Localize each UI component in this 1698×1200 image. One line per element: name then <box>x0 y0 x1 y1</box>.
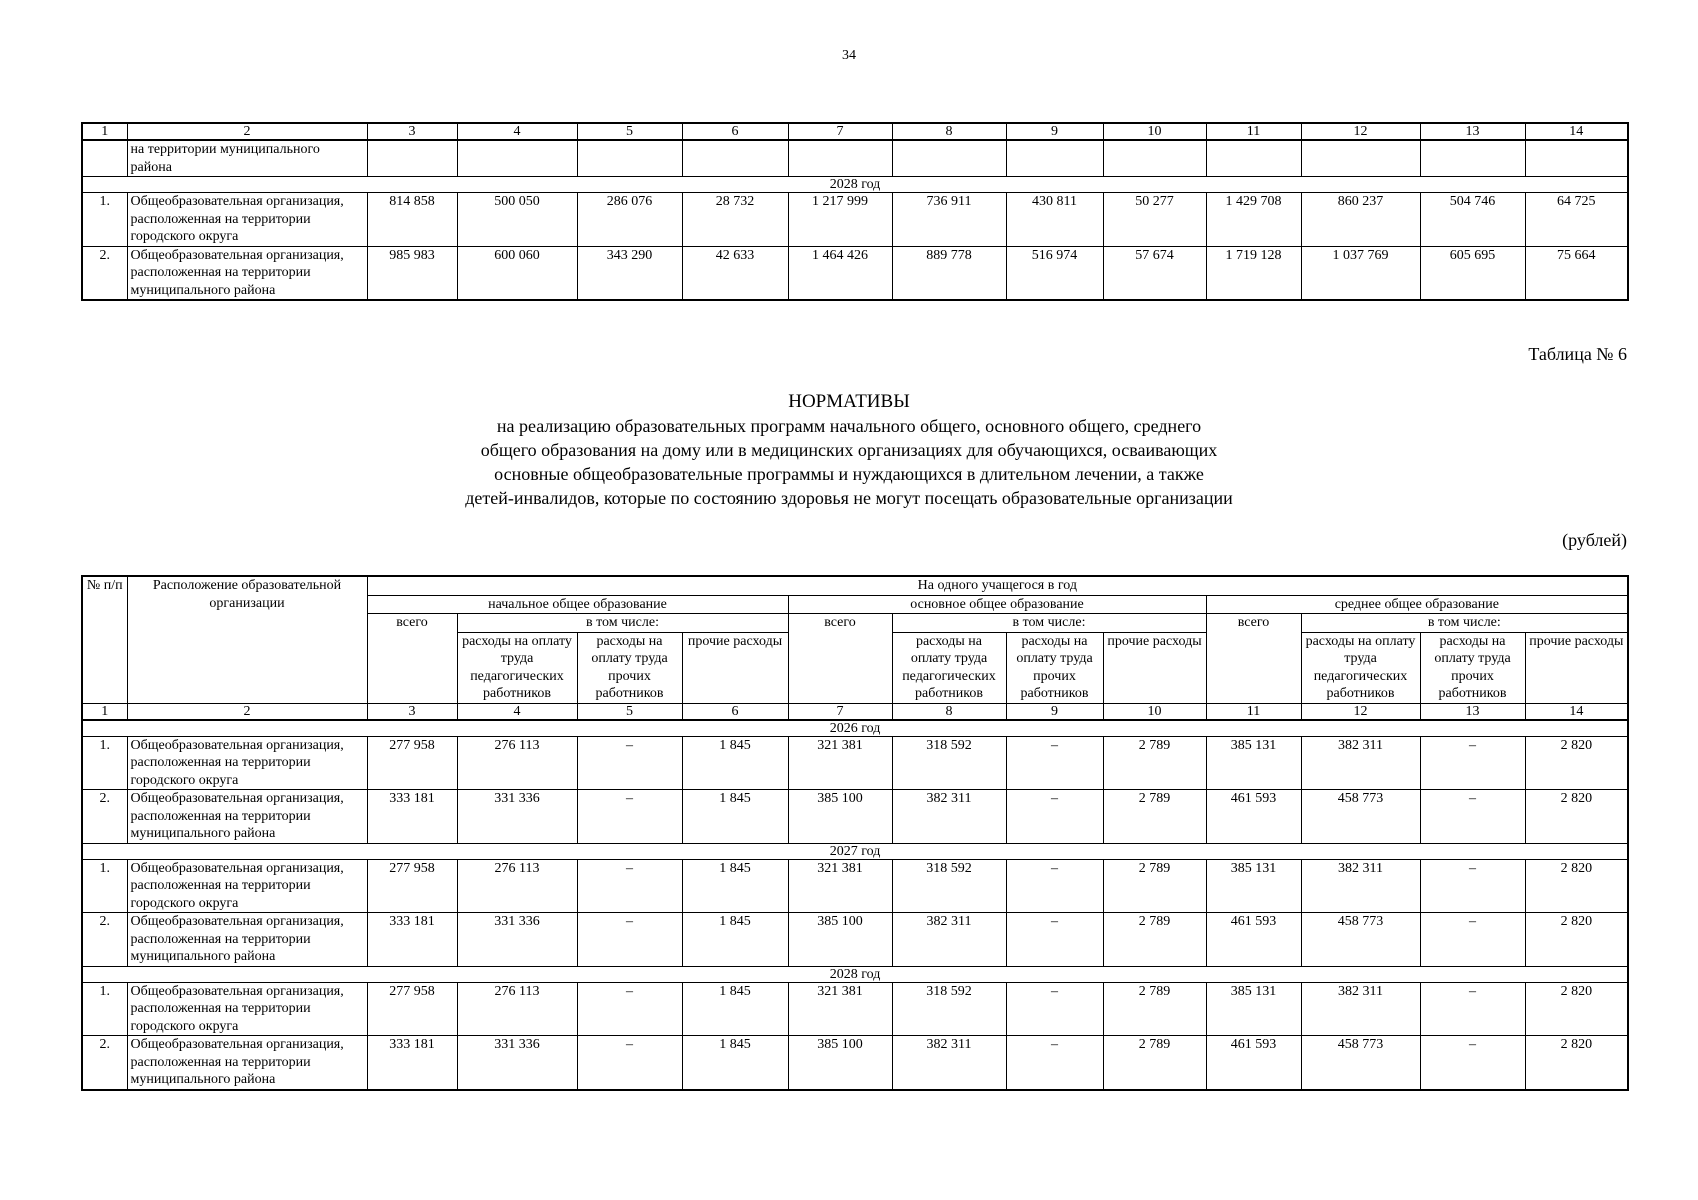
header-level-primary: начальное общее образование <box>367 595 788 614</box>
standards-table <box>81 575 1629 1091</box>
value-cell: 382 311 <box>892 1036 1006 1090</box>
row-number: 1. <box>82 859 127 913</box>
value-cell: 2 820 <box>1525 736 1628 790</box>
table-row <box>82 736 1628 790</box>
value-cell <box>1103 140 1206 177</box>
value-cell: 382 311 <box>1301 982 1420 1036</box>
value-cell: 333 181 <box>367 1036 457 1090</box>
column-number: 13 <box>1420 123 1525 140</box>
value-cell: 333 181 <box>367 790 457 844</box>
value-cell: 2 789 <box>1103 1036 1206 1090</box>
header-including: в том числе: <box>457 614 788 633</box>
column-number: 6 <box>682 703 788 720</box>
value-cell: – <box>577 859 682 913</box>
table-row <box>82 982 1628 1036</box>
column-number: 10 <box>1103 703 1206 720</box>
column-number: 2 <box>127 123 367 140</box>
value-cell: 385 100 <box>788 913 892 967</box>
column-number: 6 <box>682 123 788 140</box>
header-total: всего <box>1206 614 1301 704</box>
title-line: детей-инвалидов, которые по состоянию здоровья не могут посещать образовательные организации <box>465 488 1233 508</box>
value-cell: 75 664 <box>1525 246 1628 300</box>
value-cell: 1 845 <box>682 1036 788 1090</box>
column-number: 5 <box>577 703 682 720</box>
value-cell: 1 719 128 <box>1206 246 1301 300</box>
row-number: 1. <box>82 982 127 1036</box>
value-cell: 382 311 <box>1301 859 1420 913</box>
org-location: Общеобразовательная организация, расположенная на территории муниципального района <box>127 246 367 300</box>
year-label: 2028 год <box>82 177 1628 193</box>
header-including: в том числе: <box>1301 614 1628 633</box>
column-number: 9 <box>1006 703 1103 720</box>
value-cell: 2 789 <box>1103 736 1206 790</box>
value-cell <box>457 140 577 177</box>
title-main: НОРМАТИВЫ <box>788 391 910 412</box>
org-location: Общеобразовательная организация, расположенная на территории муниципального района <box>127 913 367 967</box>
value-cell: 458 773 <box>1301 790 1420 844</box>
column-number: 3 <box>367 703 457 720</box>
value-cell: – <box>1006 859 1103 913</box>
row-number: 1. <box>82 193 127 247</box>
value-cell: 343 290 <box>577 246 682 300</box>
header-org: Расположение образовательной организации <box>127 576 367 703</box>
value-cell: 430 811 <box>1006 193 1103 247</box>
header-teacher-pay: расходы на оплату труда педагогических работников <box>892 632 1006 703</box>
value-cell: 2 789 <box>1103 859 1206 913</box>
header-per-student: На одного учащегося в год <box>367 576 1628 595</box>
column-number: 5 <box>577 123 682 140</box>
column-number: 7 <box>788 703 892 720</box>
column-number: 11 <box>1206 123 1301 140</box>
value-cell: – <box>1420 790 1525 844</box>
value-cell: 1 845 <box>682 736 788 790</box>
column-number: 1 <box>82 703 127 720</box>
value-cell: 321 381 <box>788 982 892 1036</box>
column-number: 11 <box>1206 703 1301 720</box>
row-number: 1. <box>82 736 127 790</box>
value-cell: 458 773 <box>1301 1036 1420 1090</box>
column-number: 7 <box>788 123 892 140</box>
value-cell: 504 746 <box>1420 193 1525 247</box>
value-cell: 331 336 <box>457 1036 577 1090</box>
header-including: в том числе: <box>892 614 1206 633</box>
header-total: всего <box>788 614 892 704</box>
org-location: Общеобразовательная организация, расположенная на территории городского округа <box>127 982 367 1036</box>
value-cell: 42 633 <box>682 246 788 300</box>
org-location: Общеобразовательная организация, расположенная на территории городского округа <box>127 736 367 790</box>
value-cell: 461 593 <box>1206 790 1301 844</box>
value-cell: – <box>1420 982 1525 1036</box>
value-cell: 2 820 <box>1525 790 1628 844</box>
header-other-expenses: прочие расходы <box>1525 632 1628 703</box>
row-number: 2. <box>82 913 127 967</box>
value-cell: 461 593 <box>1206 1036 1301 1090</box>
value-cell <box>892 140 1006 177</box>
org-location: на территории муниципального района <box>127 140 367 177</box>
value-cell: 2 789 <box>1103 913 1206 967</box>
value-cell: 1 845 <box>682 790 788 844</box>
value-cell: 276 113 <box>457 982 577 1036</box>
page-number: 34 <box>842 48 856 63</box>
value-cell: 64 725 <box>1525 193 1628 247</box>
value-cell: 277 958 <box>367 859 457 913</box>
value-cell: 889 778 <box>892 246 1006 300</box>
year-label: 2027 год <box>82 843 1628 859</box>
value-cell: – <box>1006 913 1103 967</box>
value-cell: 277 958 <box>367 982 457 1036</box>
value-cell: 318 592 <box>892 859 1006 913</box>
year-row <box>82 177 1628 193</box>
column-number: 10 <box>1103 123 1206 140</box>
value-cell <box>1525 140 1628 177</box>
value-cell: 50 277 <box>1103 193 1206 247</box>
value-cell: 2 820 <box>1525 1036 1628 1090</box>
header-other-staff-pay: расходы на оплату труда прочих работников <box>577 632 682 703</box>
year-row <box>82 720 1628 737</box>
value-cell: – <box>1006 736 1103 790</box>
year-row <box>82 966 1628 982</box>
value-cell: – <box>1006 982 1103 1036</box>
row-number: 2. <box>82 1036 127 1090</box>
value-cell: – <box>1420 1036 1525 1090</box>
value-cell: 2 820 <box>1525 913 1628 967</box>
value-cell <box>1006 140 1103 177</box>
value-cell: 385 131 <box>1206 859 1301 913</box>
table-row <box>82 913 1628 967</box>
value-cell: 318 592 <box>892 736 1006 790</box>
header-teacher-pay: расходы на оплату труда педагогических работников <box>1301 632 1420 703</box>
column-number-row <box>82 703 1628 720</box>
value-cell: 28 732 <box>682 193 788 247</box>
value-cell: – <box>577 913 682 967</box>
value-cell: 1 845 <box>682 982 788 1036</box>
column-number: 9 <box>1006 123 1103 140</box>
value-cell: 276 113 <box>457 859 577 913</box>
continued-table <box>81 122 1629 301</box>
column-number: 12 <box>1301 123 1420 140</box>
column-number: 2 <box>127 703 367 720</box>
row-number <box>82 140 127 177</box>
header-teacher-pay: расходы на оплату труда педагогических работников <box>457 632 577 703</box>
column-number: 4 <box>457 703 577 720</box>
value-cell: – <box>1420 736 1525 790</box>
column-number: 14 <box>1525 703 1628 720</box>
header-other-staff-pay: расходы на оплату труда прочих работников <box>1006 632 1103 703</box>
value-cell: 516 974 <box>1006 246 1103 300</box>
value-cell: 1 845 <box>682 913 788 967</box>
value-cell: 1 037 769 <box>1301 246 1420 300</box>
header-total: всего <box>367 614 457 704</box>
column-number: 3 <box>367 123 457 140</box>
title-line: на реализацию образовательных программ начального общего, основного общего, среднего <box>496 416 1202 436</box>
value-cell <box>1420 140 1525 177</box>
column-number: 8 <box>892 123 1006 140</box>
value-cell: – <box>577 790 682 844</box>
value-cell: 277 958 <box>367 736 457 790</box>
value-cell <box>1206 140 1301 177</box>
value-cell: 57 674 <box>1103 246 1206 300</box>
value-cell: 331 336 <box>457 913 577 967</box>
header-other-staff-pay: расходы на оплату труда прочих работников <box>1420 632 1525 703</box>
column-number: 14 <box>1525 123 1628 140</box>
value-cell: 458 773 <box>1301 913 1420 967</box>
value-cell: 2 820 <box>1525 982 1628 1036</box>
table-row <box>82 790 1628 844</box>
units-label: (рублей) <box>1562 530 1627 550</box>
value-cell: 461 593 <box>1206 913 1301 967</box>
value-cell: 321 381 <box>788 859 892 913</box>
org-location: Общеобразовательная организация, расположенная на территории городского округа <box>127 859 367 913</box>
header-level-secondary: среднее общее образование <box>1206 595 1628 614</box>
value-cell: 985 983 <box>367 246 457 300</box>
value-cell: 385 131 <box>1206 982 1301 1036</box>
value-cell: 814 858 <box>367 193 457 247</box>
value-cell <box>682 140 788 177</box>
value-cell: – <box>577 736 682 790</box>
value-cell: 385 131 <box>1206 736 1301 790</box>
column-number: 12 <box>1301 703 1420 720</box>
table-label: Таблица № 6 <box>1528 344 1627 364</box>
value-cell: 321 381 <box>788 736 892 790</box>
value-cell: 276 113 <box>457 736 577 790</box>
value-cell: 605 695 <box>1420 246 1525 300</box>
table-title <box>0 390 1698 510</box>
table-row <box>82 140 1628 177</box>
value-cell: 318 592 <box>892 982 1006 1036</box>
value-cell <box>788 140 892 177</box>
value-cell: 1 217 999 <box>788 193 892 247</box>
value-cell <box>1301 140 1420 177</box>
value-cell: 860 237 <box>1301 193 1420 247</box>
header-num: № п/п <box>82 576 127 703</box>
org-location: Общеобразовательная организация, расположенная на территории муниципального района <box>127 790 367 844</box>
value-cell <box>367 140 457 177</box>
value-cell: 1 845 <box>682 859 788 913</box>
value-cell: 2 789 <box>1103 790 1206 844</box>
column-number: 13 <box>1420 703 1525 720</box>
value-cell: 382 311 <box>892 913 1006 967</box>
value-cell: 1 464 426 <box>788 246 892 300</box>
year-label: 2026 год <box>82 720 1628 737</box>
value-cell: 736 911 <box>892 193 1006 247</box>
value-cell: 600 060 <box>457 246 577 300</box>
value-cell <box>577 140 682 177</box>
value-cell: – <box>577 1036 682 1090</box>
value-cell: – <box>1420 859 1525 913</box>
value-cell: 382 311 <box>1301 736 1420 790</box>
year-label: 2028 год <box>82 966 1628 982</box>
value-cell: 382 311 <box>892 790 1006 844</box>
value-cell: 500 050 <box>457 193 577 247</box>
column-number-row <box>82 123 1628 140</box>
value-cell: 1 429 708 <box>1206 193 1301 247</box>
value-cell: 333 181 <box>367 913 457 967</box>
value-cell: – <box>1420 913 1525 967</box>
column-number: 4 <box>457 123 577 140</box>
value-cell: – <box>577 982 682 1036</box>
title-line: основные общеобразовательные программы и нуждающихся в длительном лечении, а также <box>494 464 1204 484</box>
value-cell: 331 336 <box>457 790 577 844</box>
table-row <box>82 246 1628 300</box>
value-cell: 2 820 <box>1525 859 1628 913</box>
value-cell: – <box>1006 790 1103 844</box>
table-row <box>82 193 1628 247</box>
org-location: Общеобразовательная организация, расположенная на территории муниципального района <box>127 1036 367 1090</box>
header-other-expenses: прочие расходы <box>1103 632 1206 703</box>
column-number: 8 <box>892 703 1006 720</box>
value-cell: 385 100 <box>788 790 892 844</box>
header-level-basic: основное общее образование <box>788 595 1206 614</box>
row-number: 2. <box>82 246 127 300</box>
value-cell: 2 789 <box>1103 982 1206 1036</box>
value-cell: 385 100 <box>788 1036 892 1090</box>
table-row <box>82 859 1628 913</box>
value-cell: 286 076 <box>577 193 682 247</box>
title-line: общего образования на дому или в медицинских организациях для обучающихся, осваивающих <box>480 440 1218 460</box>
table-row <box>82 1036 1628 1090</box>
year-row <box>82 843 1628 859</box>
value-cell: – <box>1006 1036 1103 1090</box>
org-location: Общеобразовательная организация, расположенная на территории городского округа <box>127 193 367 247</box>
header-other-expenses: прочие расходы <box>682 632 788 703</box>
column-number: 1 <box>82 123 127 140</box>
row-number: 2. <box>82 790 127 844</box>
